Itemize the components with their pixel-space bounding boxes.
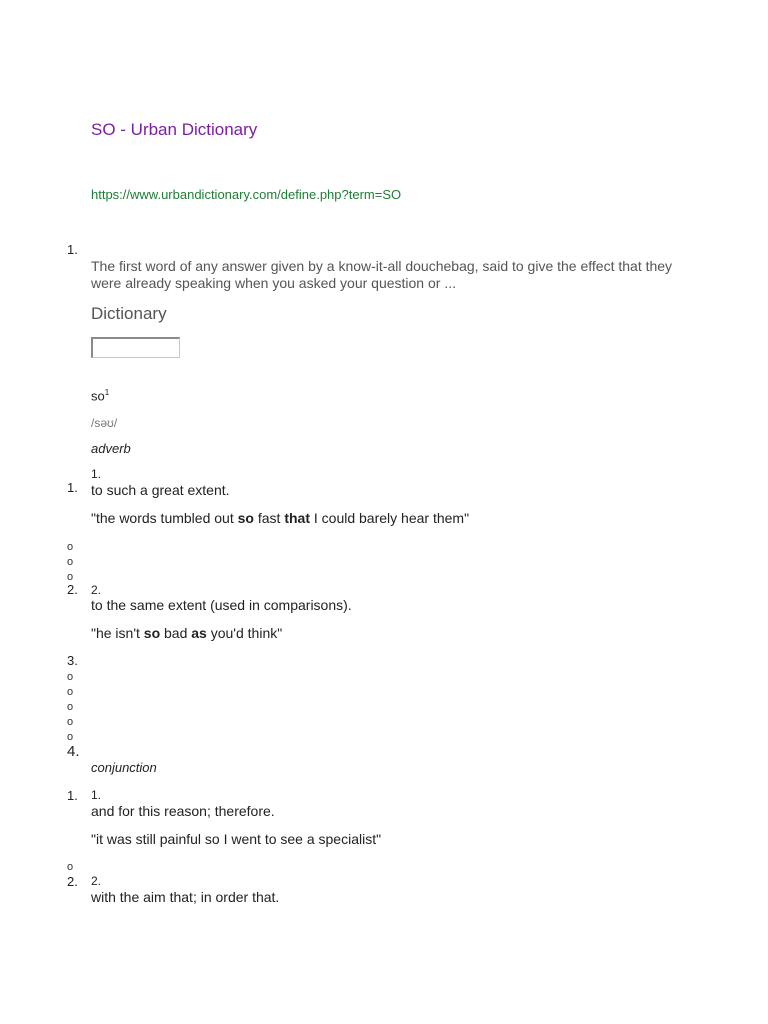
bullet-marker: o <box>67 671 74 683</box>
result-snippet: The first word of any answer given by a know-it-all douchebag, said to give the effect that they were already speaking when you asked your question or ... <box>91 258 673 291</box>
sense-number: 1. <box>91 467 102 481</box>
example-keyword: so <box>237 510 254 526</box>
bullet-marker: o <box>67 716 74 728</box>
definition-text: to the same extent (used in comparisons). <box>91 597 352 613</box>
example-sentence: "it was still painful so I went to see a specialist" <box>91 831 382 847</box>
definition-text: and for this reason; therefore. <box>91 803 275 819</box>
list-marker: 4. <box>67 743 80 760</box>
part-of-speech-conjunction: conjunction <box>91 760 157 775</box>
definition-text: to such a great extent. <box>91 482 230 498</box>
bullet-marker: o <box>67 541 74 553</box>
list-marker: 1. <box>67 480 78 495</box>
example-sentence <box>91 625 282 641</box>
dictionary-heading: Dictionary <box>91 304 167 323</box>
list-marker: 1. <box>67 242 78 257</box>
headword-text: so <box>91 388 105 404</box>
sense-number: 2. <box>91 583 102 597</box>
list-marker: 1. <box>67 788 78 803</box>
sense-number: 1. <box>91 788 102 802</box>
example-text: I could barely hear them" <box>309 510 470 526</box>
list-marker: 2. <box>67 874 78 889</box>
bullet-marker: o <box>67 571 74 583</box>
bullet-marker: o <box>67 701 74 713</box>
bullet-marker: o <box>67 861 74 873</box>
result-url-link[interactable]: https://www.urbandictionary.com/define.php?term=SO <box>91 187 402 202</box>
example-keyword: that <box>284 510 310 526</box>
headword <box>91 388 109 403</box>
example-sentence <box>91 510 469 526</box>
bullet-marker: o <box>67 556 74 568</box>
bullet-marker: o <box>67 686 74 698</box>
phonetic-text: /səʊ/ <box>91 416 118 430</box>
example-text: fast <box>253 510 285 526</box>
sense-number: 2. <box>91 874 102 888</box>
example-keyword: as <box>191 625 207 641</box>
example-text: "he isn't <box>91 625 144 641</box>
example-text: bad <box>160 625 192 641</box>
example-text: you'd think" <box>206 625 283 641</box>
list-marker: 2. <box>67 582 78 597</box>
dictionary-search-input[interactable] <box>91 337 180 358</box>
example-text: "the words tumbled out <box>91 510 238 526</box>
example-keyword: so <box>143 625 161 641</box>
bullet-marker: o <box>67 731 74 743</box>
headword-superscript: 1 <box>104 388 110 397</box>
list-marker: 3. <box>67 653 78 668</box>
definition-text: with the aim that; in order that. <box>91 889 280 905</box>
part-of-speech-adverb: adverb <box>91 441 131 456</box>
result-title-link[interactable]: SO - Urban Dictionary <box>91 120 258 139</box>
